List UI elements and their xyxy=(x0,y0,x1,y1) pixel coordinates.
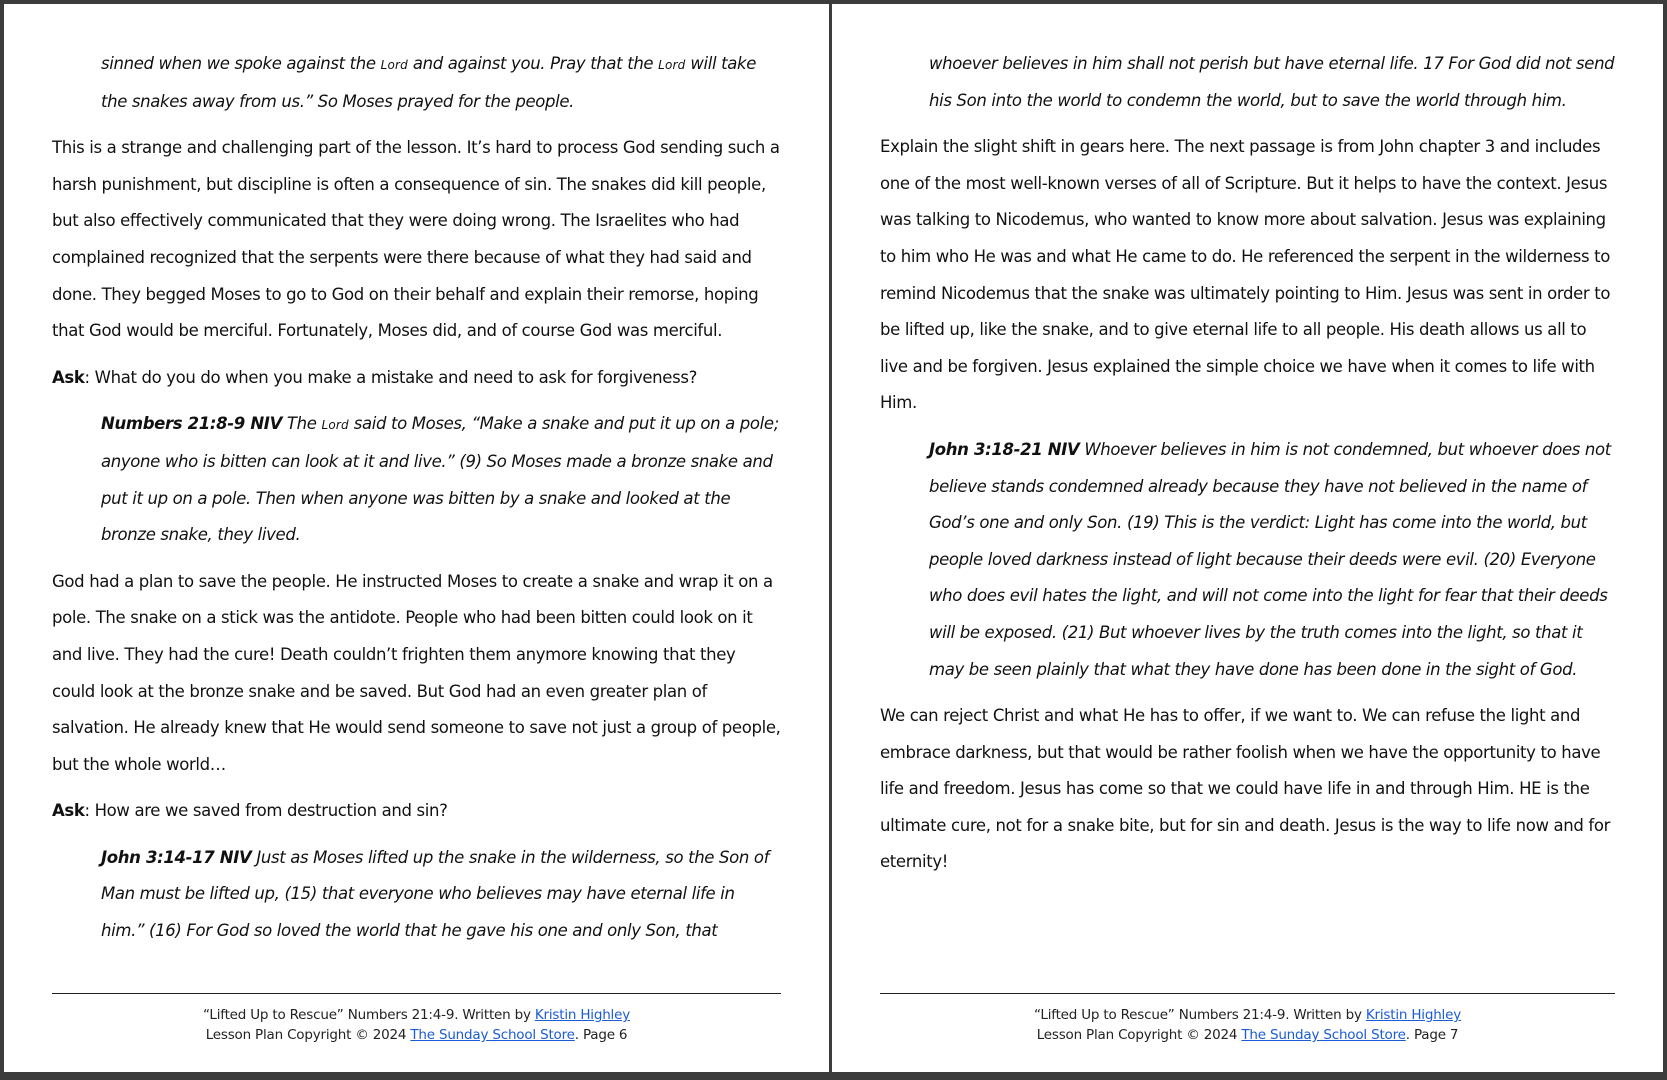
scripture-quote: whoever believes in him shall not perish but have eternal life. 17 For God did not send his Son into the world to condemn the world, but to save the world through him. xyxy=(929,54,1615,110)
ask-label: Ask xyxy=(52,367,85,387)
scripture-quote: John 3:14-17 NIV Just as Moses lifted up the snake in the wilderness, so the Son of Man must be lifted up, (15) that everyone who believes may have eternal life in him.” (16) For God so loved the world that he gave his one and only Son, that xyxy=(101,847,770,941)
scripture-quote: sinned when we spoke against the Lord and against you. Pray that the Lord will take the snakes away from us.” So Moses prayed for the people. xyxy=(101,54,757,111)
scripture-reference: John 3:14-17 NIV xyxy=(101,847,252,867)
author-link[interactable]: Kristin Highley xyxy=(1365,1007,1461,1023)
store-link[interactable]: The Sunday School Store xyxy=(1241,1027,1406,1043)
footer-line-2: Lesson Plan Copyright © 2024 The Sunday School Store. Page 7 xyxy=(1036,1027,1459,1043)
scripture-reference: John 3:18-21 NIV xyxy=(929,439,1080,459)
body-paragraph: Explain the slight shift in gears here. The next passage is from John chapter 3 and includes one of the most well-known verses of all of Scripture. But it helps to have the context. Jesus was talking to Nicodemus, who wanted to know more about salvation. Jesus was explaining to him who He was and what He came to do. He referenced the serpent in the wilderness to remind Nicodemus that the snake was ultimately pointing to Him. Jesus was sent in order to be lifted up, like the snake, and to give eternal life to all people. His death allows us all to live and be forgiven. Jesus explained the simple choice we have when it comes to life with Him. xyxy=(880,137,1611,413)
author-link[interactable]: Kristin Highley xyxy=(534,1007,630,1023)
store-link[interactable]: The Sunday School Store xyxy=(410,1027,575,1043)
body-paragraph: This is a strange and challenging part of the lesson. It’s hard to process God sending such a harsh punishment, but discipline is often a consequence of sin. The snakes did kill people, but also effectively communicated that they were doing wrong. The Israelites who had complained recognized that the serpents were there because of what they had said and done. They begged Moses to go to God on their behalf and explain their remorse, hoping that God would be merciful. Fortunately, Moses did, and of course God was merciful. xyxy=(52,138,780,341)
scripture-quote: John 3:18-21 NIV Whoever believes in him is not condemned, but whoever does not believe stands condemned already because they have not believed in the name of God’s one and only Son. (19) This is the verdict: Light has come into the world, but people loved darkness instead of light because their deeds were evil. (20) Everyone who does evil hates the light, and will not come into the light for fear that their deeds will be exposed. (21) But whoever lives by the truth comes into the light, so that it may be seen plainly that what they have done has been done in the sight of God. xyxy=(929,439,1611,679)
ask-prompt: Ask: What do you do when you make a mistake and need to ask for forgiveness? xyxy=(52,367,697,387)
ask-prompt: Ask: How are we saved from destruction and sin? xyxy=(52,801,448,821)
page-number: . Page 7 xyxy=(1405,1027,1459,1043)
footer-line-1: “Lifted Up to Rescue” Numbers 21:4-9. Written by Kristin Highley xyxy=(1034,1007,1461,1023)
page-content xyxy=(880,46,1615,891)
body-paragraph: God had a plan to save the people. He instructed Moses to create a snake and wrap it on a pole. The snake on a stick was the antidote. People who had been bitten could look on it and live. They had the cure! Death couldn’t frighten them anymore knowing that they could look at the bronze snake and be saved. But God had an even greater plan of salvation. He already knew that He would send someone to save not just a group of people, but the whole world… xyxy=(52,571,781,774)
ask-label: Ask xyxy=(52,801,85,821)
page-6 xyxy=(4,4,829,1072)
body-paragraph: We can reject Christ and what He has to offer, if we want to. We can refuse the light and embrace darkness, but that would be rather foolish when we have the opportunity to have life and freedom. Jesus has come so that we could have life in and through Him. HE is the ultimate cure, not for a snake bite, but for sin and death. Jesus is the way to life now and for eternity! xyxy=(880,706,1611,872)
scripture-quote: Numbers 21:8-9 NIV The Lord said to Moses, “Make a snake and put it up on a pole; anyone who is bitten can look at it and live.” (9) So Moses made a bronze snake and put it up on a pole. Then when anyone was bitten by a snake and looked at the bronze snake, they lived. xyxy=(101,414,779,545)
page-7 xyxy=(832,4,1663,1072)
page-footer xyxy=(52,993,781,1045)
page-footer xyxy=(880,993,1615,1045)
footer-line-2: Lesson Plan Copyright © 2024 The Sunday School Store. Page 6 xyxy=(205,1027,628,1043)
footer-line-1: “Lifted Up to Rescue” Numbers 21:4-9. Written by Kristin Highley xyxy=(203,1007,630,1023)
page-content xyxy=(52,46,781,960)
page-number: . Page 6 xyxy=(574,1027,628,1043)
scripture-reference: Numbers 21:8-9 NIV xyxy=(101,414,282,434)
